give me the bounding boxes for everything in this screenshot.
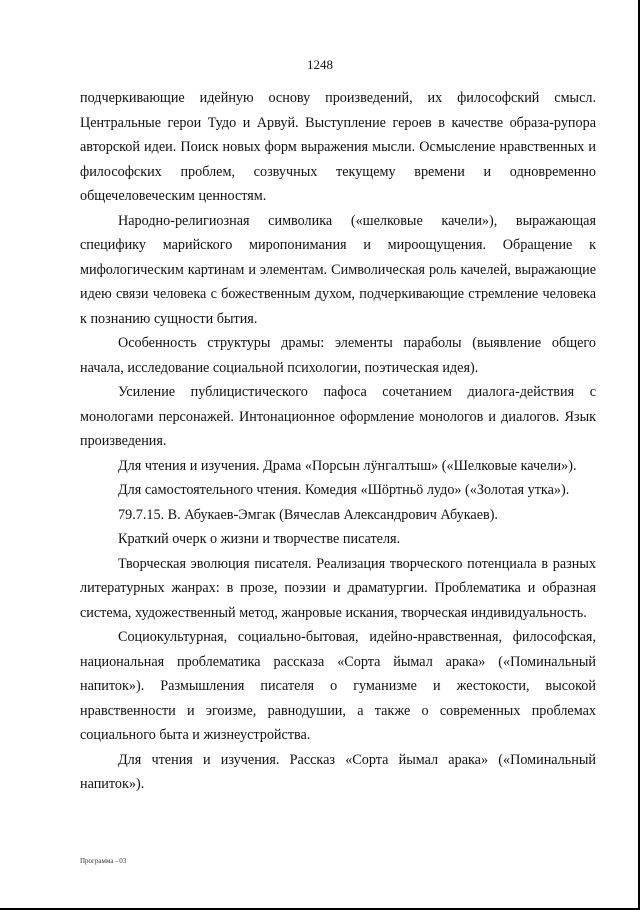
paragraph-3: Особенность структуры драмы: элементы параболы (выявление общего начала, исследование социальной психологии, поэтическая идея).: [80, 335, 596, 376]
page-number: 1248: [307, 57, 333, 72]
paragraph-7: 79.7.15. В. Абукаев-Эмгак (Вячеслав Александрович Абукаев).: [118, 506, 498, 523]
paragraph-6: Для самостоятельного чтения. Комедия «Шӧртньӧ лудо» («Золотая утка»).: [118, 482, 570, 498]
paragraph-8: Краткий очерк о жизни и творчестве писателя.: [118, 531, 401, 547]
paragraph-11: Для чтения и изучения. Рассказ «Сорта йымал арака» («Поминальный напиток»).: [80, 751, 596, 792]
paragraph-10: Социокультурная, социально-бытовая, идейно-нравственная, философская, национальная проблематика рассказа «Сорта йымал арака» («Поминальный напиток»). Размышления писателя о гуманизме и жестокости, высокой нравственности и эгоизме, равнодушии, а также о современных проблемах социального быта и жизнеустройства.: [80, 629, 596, 743]
page-footer: Программа - 03: [80, 857, 127, 865]
paragraph-1: подчеркивающие идейную основу произведений, их философский смысл. Центральные герои Тудо и Арвуй. Выступление героев в качестве образа-рупора авторской идеи. Поиск новых форм выражения мысли. Осмысление нравственных и философских проблем, созвучных текущему времени и одновременно общечеловеческим ценностям.: [80, 90, 596, 204]
paragraph-9: Творческая эволюция писателя. Реализация творческого потенциала в разных литературных жанрах: в прозе, поэзии и драматургии. Проблематика и образная система, художественный метод, жанровые искания, творческая индивидуальность.: [80, 555, 596, 621]
paragraph-2: Народно-религиозная символика («шелковые качели»), выражающая специфику марийского миропонимания и мироощущения. Обращение к мифологическим картинам и элементам. Символическая роль качелей, выражающие идею связи человека с божественным духом, подчеркивающие стремление человека к познанию сущности бытия.: [80, 212, 596, 327]
page-body: [80, 86, 596, 797]
paragraph-5: Для чтения и изучения. Драма «Порсын лӱнгалтыш» («Шелковые качели»).: [118, 457, 577, 474]
paragraph-4: Усиление публицистического пафоса сочетанием диалога-действия с монологами персонажей. Интонационное оформление монологов и диалогов. Язык произведения.: [80, 384, 596, 449]
